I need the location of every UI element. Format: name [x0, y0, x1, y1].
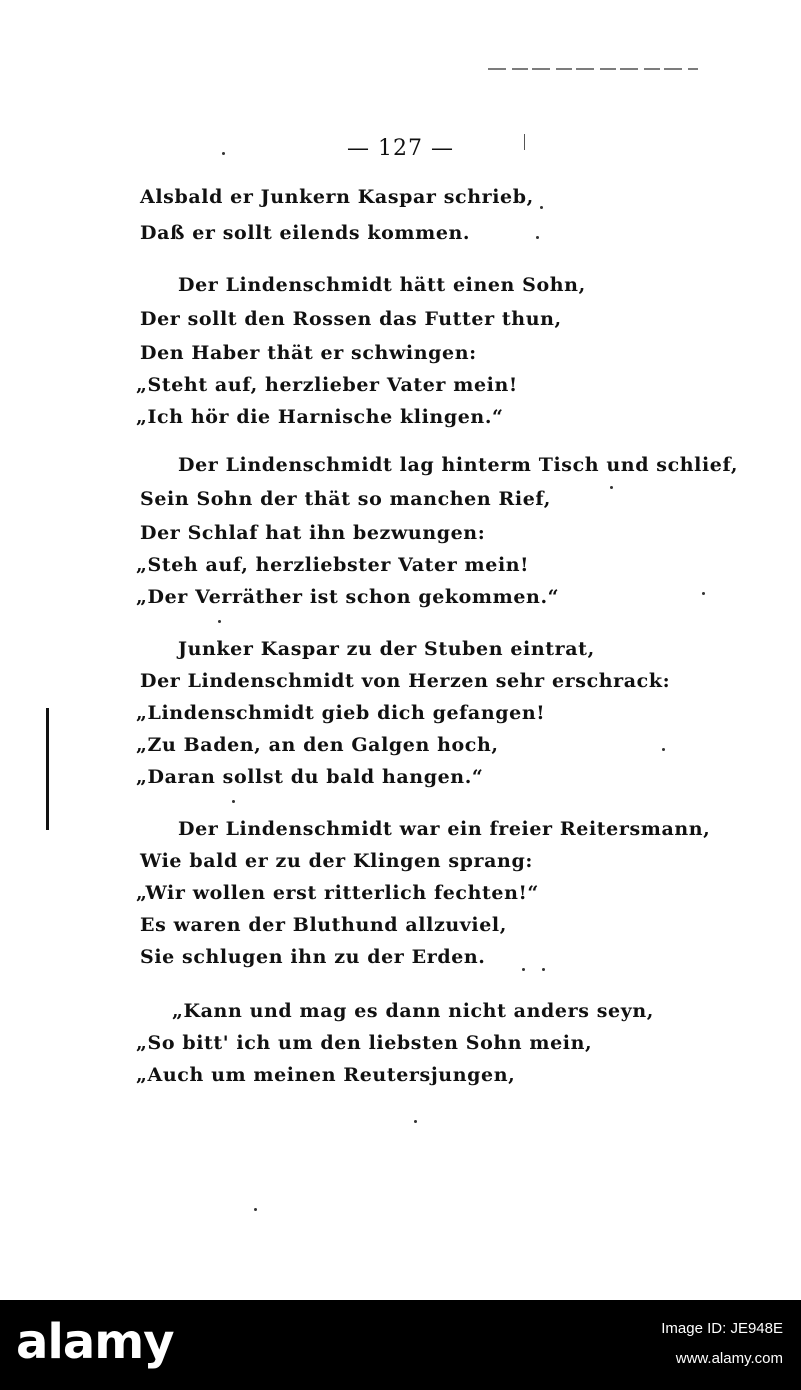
- poem-line: „Der Verräther ist schon gekommen.“: [136, 586, 560, 608]
- scan-speck: [536, 236, 539, 239]
- poem-line: Der Lindenschmidt lag hinterm Tisch und schlief,: [178, 454, 739, 476]
- poem-line: Sie schlugen ihn zu der Erden.: [140, 946, 486, 968]
- scan-speck: [218, 620, 221, 623]
- poem-line: „Zu Baden, an den Galgen hoch,: [136, 734, 499, 756]
- poem-line: Sein Sohn der thät so manchen Rief,: [140, 488, 551, 510]
- poem-line: „Kann und mag es dann nicht anders seyn,: [172, 1000, 654, 1022]
- poem-line: Der Schlaf hat ihn bezwungen:: [140, 522, 486, 544]
- poem-line: Der Lindenschmidt war ein freier Reitersmann,: [178, 818, 711, 840]
- scan-speck: [540, 206, 543, 209]
- watermark-banner: [0, 1300, 801, 1390]
- scan-artifact-margin-line: [46, 708, 49, 830]
- poem-line: „Daran sollst du bald hangen.“: [136, 766, 484, 788]
- poem-line: „Steh auf, herzliebster Vater mein!: [136, 554, 530, 576]
- poem-line: „Steht auf, herzlieber Vater mein!: [136, 374, 518, 396]
- scan-speck: [232, 800, 235, 803]
- scan-speck: [254, 1208, 257, 1211]
- scan-speck: [702, 592, 705, 595]
- poem-line: Der Lindenschmidt von Herzen sehr erschrack:: [140, 670, 671, 692]
- poem-line: „Auch um meinen Reutersjungen,: [136, 1064, 516, 1086]
- poem-line: Junker Kaspar zu der Stuben eintrat,: [178, 638, 595, 660]
- poem-line: Es waren der Bluthund allzuviel,: [140, 914, 507, 936]
- scan-speck: [414, 1120, 417, 1123]
- scan-speck: [610, 486, 613, 489]
- scan-speck: [662, 748, 665, 751]
- poem-line: Daß er sollt eilends kommen.: [140, 222, 471, 244]
- poem-line: „Wir wollen erst ritterlich fechten!“: [136, 882, 539, 904]
- scan-artifact-dash: [488, 68, 698, 70]
- scan-speck: [522, 968, 525, 971]
- site-url: www.alamy.com: [675, 1350, 783, 1367]
- poem-line: Der sollt den Rossen das Futter thun,: [140, 308, 562, 330]
- image-id-label: Image ID: JE948E: [661, 1320, 783, 1337]
- poem-line: Wie bald er zu der Klingen sprang:: [140, 850, 533, 872]
- poem-line: Den Haber thät er schwingen:: [140, 342, 477, 364]
- poem-line: „Ich hör die Harnische klingen.“: [136, 406, 504, 428]
- poem-line: „So bitt' ich um den liebsten Sohn mein,: [136, 1032, 593, 1054]
- page-number: — 127 —: [347, 136, 454, 161]
- poem-line: Der Lindenschmidt hätt einen Sohn,: [178, 274, 586, 296]
- poem-line: Alsbald er Junkern Kaspar schrieb,: [140, 186, 534, 208]
- scan-speck: [542, 968, 545, 971]
- alamy-logo: alamy: [16, 1314, 174, 1370]
- poem-line: „Lindenschmidt gieb dich gefangen!: [136, 702, 546, 724]
